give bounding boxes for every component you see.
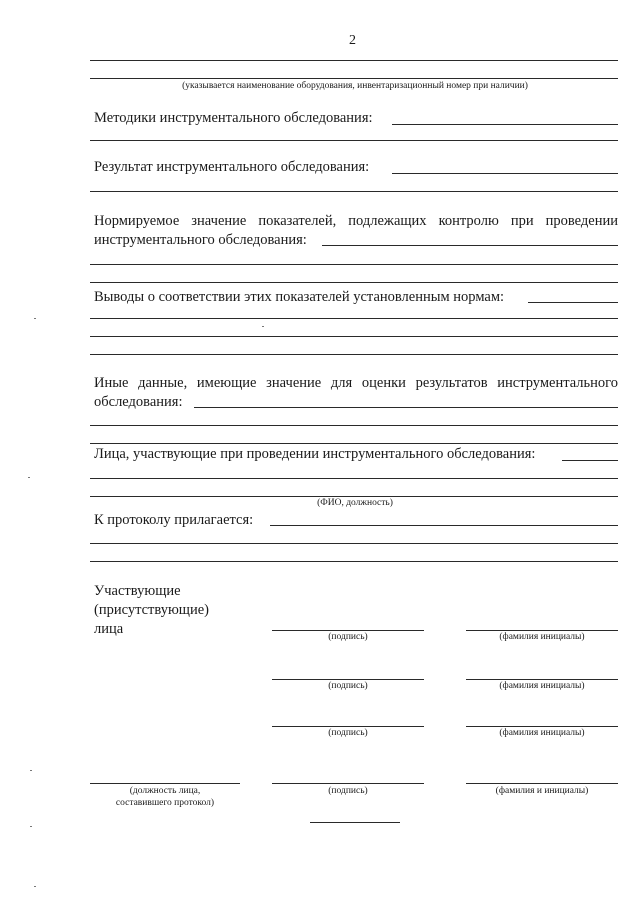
signature-line-1[interactable] bbox=[272, 630, 424, 631]
position-caption-line2: составившего протокол) bbox=[115, 798, 215, 808]
normative-field[interactable] bbox=[322, 245, 618, 246]
signature-caption-2: (подпись) bbox=[328, 681, 368, 691]
surname-line-1[interactable] bbox=[466, 630, 618, 631]
signature-line-2[interactable] bbox=[272, 679, 424, 680]
persons-line-2[interactable] bbox=[90, 478, 618, 479]
result-label: Результат инструментального обследования: bbox=[94, 159, 370, 175]
other-line-2[interactable] bbox=[90, 425, 618, 426]
methods-label: Методики инструментального обследования: bbox=[94, 110, 373, 126]
scan-speck bbox=[30, 826, 32, 827]
attached-line-3[interactable] bbox=[90, 561, 618, 562]
result-field[interactable] bbox=[392, 173, 618, 174]
persons-line-3[interactable] bbox=[90, 496, 618, 497]
methods-line-2[interactable] bbox=[90, 140, 618, 141]
surname-caption-4: (фамилия и инициалы) bbox=[495, 786, 589, 796]
signature-line-4[interactable] bbox=[272, 783, 424, 784]
normative-line-2[interactable] bbox=[90, 264, 618, 265]
equipment-line-2[interactable] bbox=[90, 78, 618, 79]
normative-line-3[interactable] bbox=[90, 282, 618, 283]
signature-caption-1: (подпись) bbox=[328, 632, 368, 642]
surname-caption-2: (фамилия инициалы) bbox=[499, 681, 585, 691]
conclusions-line-4[interactable] bbox=[90, 354, 618, 355]
surname-caption-3: (фамилия инициалы) bbox=[499, 728, 585, 738]
normative-label-line2: инструментального обследования: bbox=[94, 232, 307, 248]
signature-caption-3: (подпись) bbox=[328, 728, 368, 738]
surname-line-2[interactable] bbox=[466, 679, 618, 680]
position-line[interactable] bbox=[90, 783, 240, 784]
other-label-line1: Иные данные, имеющие значение для оценки результатов инструментального bbox=[94, 375, 618, 391]
equipment-caption: (указывается наименование оборудования, инвентаризационный номер при наличии) bbox=[182, 81, 528, 91]
scan-speck bbox=[34, 318, 36, 319]
attached-label: К протоколу прилагается: bbox=[94, 512, 254, 528]
equipment-line-1[interactable] bbox=[90, 60, 618, 61]
methods-field[interactable] bbox=[392, 124, 618, 125]
scan-speck bbox=[262, 326, 264, 327]
scan-speck bbox=[28, 477, 30, 478]
conclusions-field[interactable] bbox=[528, 302, 618, 303]
scan-speck bbox=[30, 770, 32, 771]
surname-line-3[interactable] bbox=[466, 726, 618, 727]
persons-field[interactable] bbox=[562, 460, 618, 461]
conclusions-line-3[interactable] bbox=[90, 336, 618, 337]
persons-label: Лица, участвующие при проведении инструментального обследования: bbox=[94, 446, 536, 462]
normative-label-line1: Нормируемое значение показателей, подлежащих контролю при проведении bbox=[94, 213, 618, 229]
other-line-3[interactable] bbox=[90, 443, 618, 444]
other-field[interactable] bbox=[194, 407, 618, 408]
other-label-line2: обследования: bbox=[94, 394, 183, 410]
closing-separator bbox=[310, 822, 400, 823]
surname-caption-1: (фамилия инициалы) bbox=[499, 632, 585, 642]
signature-caption-4: (подпись) bbox=[328, 786, 368, 796]
attached-field[interactable] bbox=[270, 525, 618, 526]
conclusions-label: Выводы о соответствии этих показателей установленным нормам: bbox=[94, 289, 505, 305]
participants-label-line1: Участвующие bbox=[94, 583, 181, 599]
scan-speck bbox=[34, 886, 36, 887]
result-line-2[interactable] bbox=[90, 191, 618, 192]
participants-label-line3: лица bbox=[94, 621, 124, 637]
participants-label-line2: (присутствующие) bbox=[94, 602, 210, 618]
attached-line-2[interactable] bbox=[90, 543, 618, 544]
conclusions-line-2[interactable] bbox=[90, 318, 618, 319]
page-number: 2 bbox=[349, 33, 356, 48]
signature-line-3[interactable] bbox=[272, 726, 424, 727]
surname-line-4[interactable] bbox=[466, 783, 618, 784]
position-caption-line1: (должность лица, bbox=[129, 786, 201, 796]
fio-caption: (ФИО, должность) bbox=[317, 498, 393, 508]
